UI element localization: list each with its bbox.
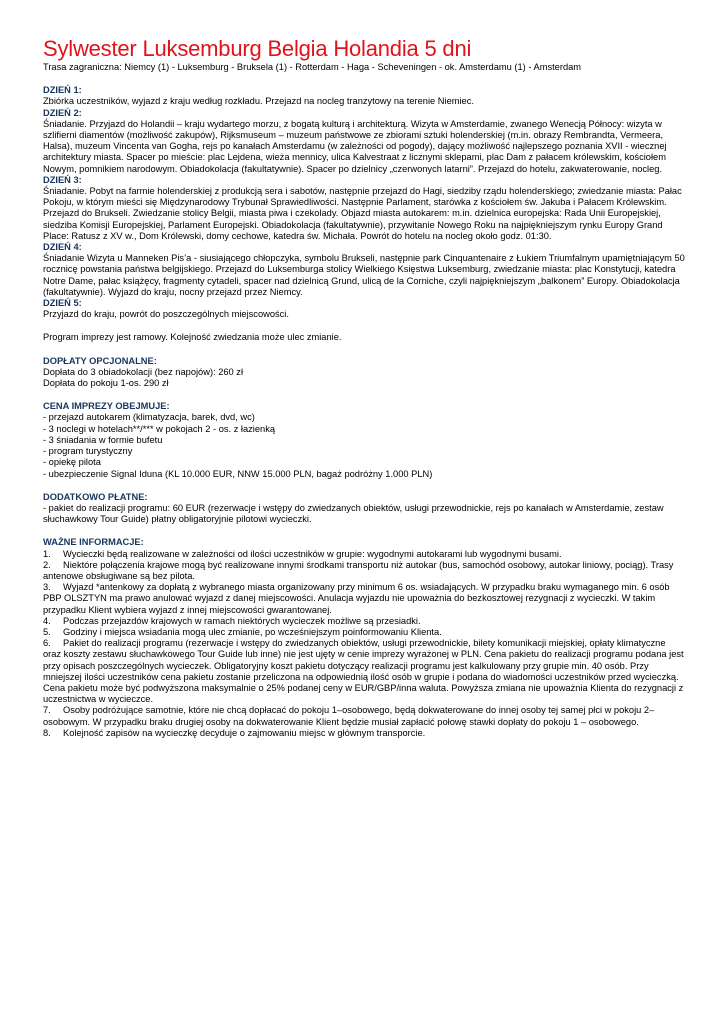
list-item (43, 627, 685, 638)
list-item: - ubezpieczenie Signal Iduna (KL 10.000 EUR, NNW 15.000 PLN, bagaż podróżny 1.000 PLN) (43, 468, 433, 479)
paid-extra-text: - pakiet do realizacji programu: 60 EUR (rezerwacje i wstępy do zwiedzanych obiektów, usługi przewodnickie, rejs po kanałach w Amsterdamie, zestaw słuchawkowy Tour Guide) płatny obligatoryjnie pilotowi wycieczki. (43, 502, 664, 525)
day-1 (43, 85, 685, 107)
item-number: 2. (43, 559, 51, 570)
optional-extras-heading: DOPŁATY OPCJONALNE: (43, 355, 157, 366)
item-text: Godziny i miejsca wsiadania mogą ulec zmianie, po wcześniejszym poinformowaniu Klienta. (63, 626, 442, 637)
day-1-text: Zbiórka uczestników, wyjazd z kraju według rozkładu. Przejazd na nocleg tranzytowy na terenie Niemiec. (43, 96, 474, 107)
list-item (43, 616, 685, 627)
itinerary (43, 85, 685, 320)
item-text: Podczas przejazdów krajowych w ramach niektórych wycieczek możliwe są przesiadki. (63, 615, 421, 626)
item-number: 1. (43, 548, 51, 559)
list-item: - program turystyczny (43, 446, 133, 457)
list-item (43, 705, 685, 727)
item-number: 7. (43, 705, 51, 716)
day-4-label: DZIEŃ 4: (43, 242, 82, 253)
list-item (43, 549, 685, 560)
list-item: Dopłata do 3 obiadokolacji (bez napojów): 260 zł (43, 366, 244, 377)
list-item: - 3 śniadania w formie bufetu (43, 434, 163, 445)
day-3-label: DZIEŃ 3: (43, 174, 82, 185)
item-number: 8. (43, 727, 51, 738)
important-info-list (43, 549, 685, 739)
item-text: Wycieczki będą realizowane w zależności od ilości uczestników w grupie: wygodnymi autokarami lub wygodnymi busami. (63, 548, 562, 559)
list-item: - przejazd autokarem (klimatyzacja, barek, dvd, wc) (43, 412, 255, 423)
day-2-label: DZIEŃ 2: (43, 107, 82, 118)
list-item (43, 728, 685, 739)
paid-extra-section (43, 492, 685, 526)
day-5-label: DZIEŃ 5: (43, 298, 82, 309)
route-description: Trasa zagraniczna: Niemcy (1) - Luksemburg - Bruksela (1) - Rotterdam - Haga - Scheveningen - ok. Amsterdamu (1) - Amsterdam (43, 62, 582, 72)
list-item: Dopłata do pokoju 1-os. 290 zł (43, 378, 169, 389)
price-includes-heading: CENA IMPREZY OBEJMUJE: (43, 401, 170, 412)
item-text: Osoby podróżujące samotnie, które nie chcą dopłacać do pokoju 1–osobowego, będą dokwaterowane do innej osoby tej samej płci w pokoju 2–osobowym. W przypadku braku drugiej osoby na dokwaterowanie Klient będzie musiał zapłacić połowę stawki dopłaty do pokoju 1 – osobowego. (43, 705, 655, 727)
paid-extra-heading: DODATKOWO PŁATNE: (43, 491, 148, 502)
day-4-text: Śniadanie Wizyta u Manneken Pis’a - siusiającego chłopczyka, symbolu Brukseli, następnie park Cinquantenaire z Łukiem Triumfalnym upamiętniającym 50 rocznicę powstania państwa belgijskiego. Przejazd do Luksemburga stolicy Wielkiego Księstwa Luksemburg, zwiedzanie miasta: plac Konstytucji, katedra Notre Dame, pałac książęcy, fragmenty cytadeli, spacer nad dzielnicą Grund, ulicą de la Corniche, czyli najpiękniejszym „balkonem” Europy. Obiadokolacja (fakultatywnie). Wyjazd do kraju, nocny przejazd przez Niemcy. (43, 253, 685, 297)
important-info-heading: WAŻNE INFORMACJE: (43, 537, 144, 548)
page-title: Sylwester Luksemburg Belgia Holandia 5 dni (43, 36, 472, 61)
item-text: Wyjazd *antenkowy za dopłatą z wybranego miasta organizowany przy minimum 6 os. wsiadających. W przypadku braku wymaganego min. 6 osób PBP OLSZTYN ma prawo anulować wyjazd z danej miejscowości. Anulacja wyjazdu nie upoważnia do bezkosztowej rezygnacji z wycieczki. W takim przypadku Klient wybiera wyjazd z innej miejscowości gwarantowanej. (43, 582, 670, 615)
item-number: 4. (43, 615, 51, 626)
list-item (43, 638, 685, 705)
list-item (43, 582, 685, 616)
item-number: 5. (43, 626, 51, 637)
list-item: - opiekę pilota (43, 457, 101, 468)
day-5-text: Przyjazd do kraju, powrót do poszczególnych miejscowości. (43, 309, 289, 320)
important-info-section (43, 537, 685, 739)
optional-extras-section (43, 356, 685, 390)
program-note: Program imprezy jest ramowy. Kolejność zwiedzania może ulec zmianie. (43, 332, 342, 343)
day-3 (43, 175, 685, 242)
item-number: 3. (43, 582, 51, 593)
item-number: 6. (43, 638, 51, 649)
item-text: Kolejność zapisów na wycieczkę decyduje o zajmowaniu miejsc w głównym transporcie. (63, 727, 426, 738)
item-text: Pakiet do realizacji programu (rezerwacje i wstępy do zwiedzanych obiektów, usługi przewodnickie, bilety komunikacji miejskiej, opłaty klimatyczne oraz koszty zestawu słuchawkowego Tour Guide lub inne) nie jest ujęty w cenie imprezy wyrażonej w PLN. Cena pakietu do realizacji programu podana jest przy opisach poszczególnych wycieczek. Obligatoryjny koszt pakietu dotyczący realizacji programu jest kalkulowany przy grupie min. 40 osób. Przy mniejszej ilości uczestników cena pakietu zostanie przeliczona na odpowiednią ilość osób w grupie i podana do wiadomości uczestników przed wycieczką. Cena pakietu może być podwyższona maksymalnie o 25% podanej ceny w EUR/GBP/inna waluta. Powyższa zmiana nie upoważnia Klienta do rezygnacji z uczestnictwa w wycieczce. (43, 638, 684, 705)
item-text: Niektóre połączenia krajowe mogą być realizowane innymi środkami transportu niż autokar (bus, samochód osobowy, autokar liniowy, pociąg). Trasy antenowe obsługiwane są bez pilota. (43, 559, 674, 581)
day-5 (43, 298, 685, 320)
price-includes-section (43, 401, 685, 479)
day-3-text: Śniadanie. Pobyt na farmie holenderskiej z produkcją sera i sabotów, następnie przejazd do Hagi, siedziby rządu holenderskiego; zwiedzanie miasta: Pałac Pokoju, w którym mieści się Międzynarodowy Trybunał Sprawiedliwości. Następnie Parlament, starówka z kościołem św. Jakuba i Pałacem Królewskim. Przejazd do Brukseli. Zwiedzanie stolicy Belgii, miasta piwa i czekolady. Objazd miasta autokarem: m.in. dzielnica europejska: Rada Unii Europejskiej, siedziba Komisji Europejskiej, Parlament Europejski. Obiadokolacja (fakultatywnie), przywitanie Nowego Roku na najpiękniejszym rynku Europy Grand Place: Ratusz z XV w., Dom Królewski, domy cechowe, katedra św. Michała. Powrót do hotelu na nocleg około godz. 01:30. (43, 186, 682, 241)
day-4 (43, 242, 685, 298)
list-item: - 3 noclegi w hotelach**/*** w pokojach 2 - os. z łazienką (43, 423, 276, 434)
list-item (43, 560, 685, 582)
day-1-label: DZIEŃ 1: (43, 85, 82, 96)
day-2 (43, 108, 685, 175)
day-2-text: Śniadanie. Przyjazd do Holandii – kraju wydartego morzu, z bogatą kulturą i architekturą. Wizyta w Amsterdamie, zwanego Wenecją Północy: wizyta w szlifierni diamentów (możliwość zakupów), Rijksmuseum – muzeum państwowe ze zbiorami sztuki holenderskiej (m.in. obrazy Rembrandta, Vermeera, Halsa), muzeum Vincenta van Gogha, rejs po kanałach Amsterdamu (w zależności od pogody), dający możliwość najlepszego poznania XVII - wiecznej architektury miasta. Spacer po mieście: plac Lejdena, wieża mennicy, ulica Kalvestraat z licznymi sklepami, plac Dam z pałacem królewskim, kościołem Nowym, pomnikiem narodowym. Obiadokolacja (fakultatywnie). Spacer po dzielnicy „czerwonych latarni”. Przejazd do hotelu, zakwaterowanie, nocleg. (43, 118, 667, 174)
